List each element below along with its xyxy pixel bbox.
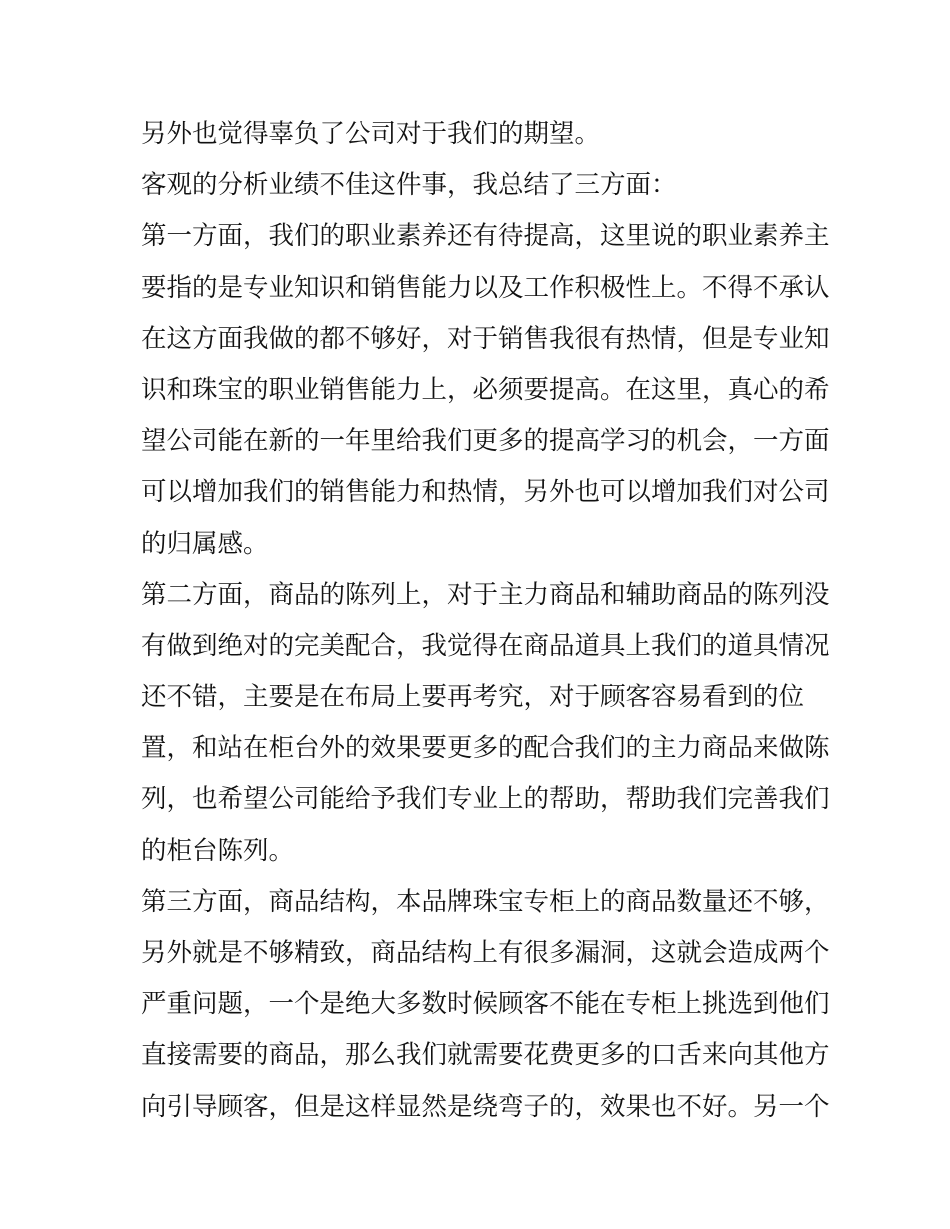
text-line: 可以增加我们的销售能力和热情，另外也可以增加我们对公司: [141, 477, 830, 508]
body-text: [141, 109, 830, 1133]
text-line: 在这方面我做的都不够好，对于销售我很有热情，但是专业知: [141, 323, 830, 354]
text-line: 第一方面，我们的职业素养还有待提高，这里说的职业素养主: [141, 221, 830, 252]
text-line: 第三方面，商品结构，本品牌珠宝专柜上的商品数量还不够，: [141, 886, 830, 917]
text-line: 识和珠宝的职业销售能力上，必须要提高。在这里，真心的希: [141, 374, 830, 405]
text-line: 直接需要的商品，那么我们就需要花费更多的口舌来向其他方: [141, 1040, 830, 1071]
text-line: 置，和站在柜台外的效果要更多的配合我们的主力商品来做陈: [141, 733, 830, 764]
text-line: 向引导顾客，但是这样显然是绕弯子的，效果也不好。另一个: [141, 1091, 830, 1122]
text-line: 列，也希望公司能给予我们专业上的帮助，帮助我们完善我们: [141, 784, 830, 815]
text-line: 的归属感。: [141, 528, 269, 559]
text-line: 要指的是专业知识和销售能力以及工作积极性上。不得不承认: [141, 272, 830, 303]
text-line: 另外也觉得辜负了公司对于我们的期望。: [141, 119, 601, 149]
text-line: 有做到绝对的完美配合，我觉得在商品道具上我们的道具情况: [141, 630, 830, 661]
text-line: 的柜台陈列。: [141, 835, 295, 866]
text-line: 客观的分析业绩不佳这件事，我总结了三方面：: [141, 170, 677, 201]
text-line: 严重问题，一个是绝大多数时候顾客不能在专柜上挑选到他们: [141, 989, 830, 1020]
text-line: 还不错，主要是在布局上要再考究，对于顾客容易看到的位: [141, 682, 805, 713]
text-line: 望公司能在新的一年里给我们更多的提高学习的机会，一方面: [141, 426, 830, 457]
text-line: 第二方面，商品的陈列上，对于主力商品和辅助商品的陈列没: [141, 579, 830, 610]
text-line: 另外就是不够精致，商品结构上有很多漏洞，这就会造成两个: [141, 938, 830, 968]
